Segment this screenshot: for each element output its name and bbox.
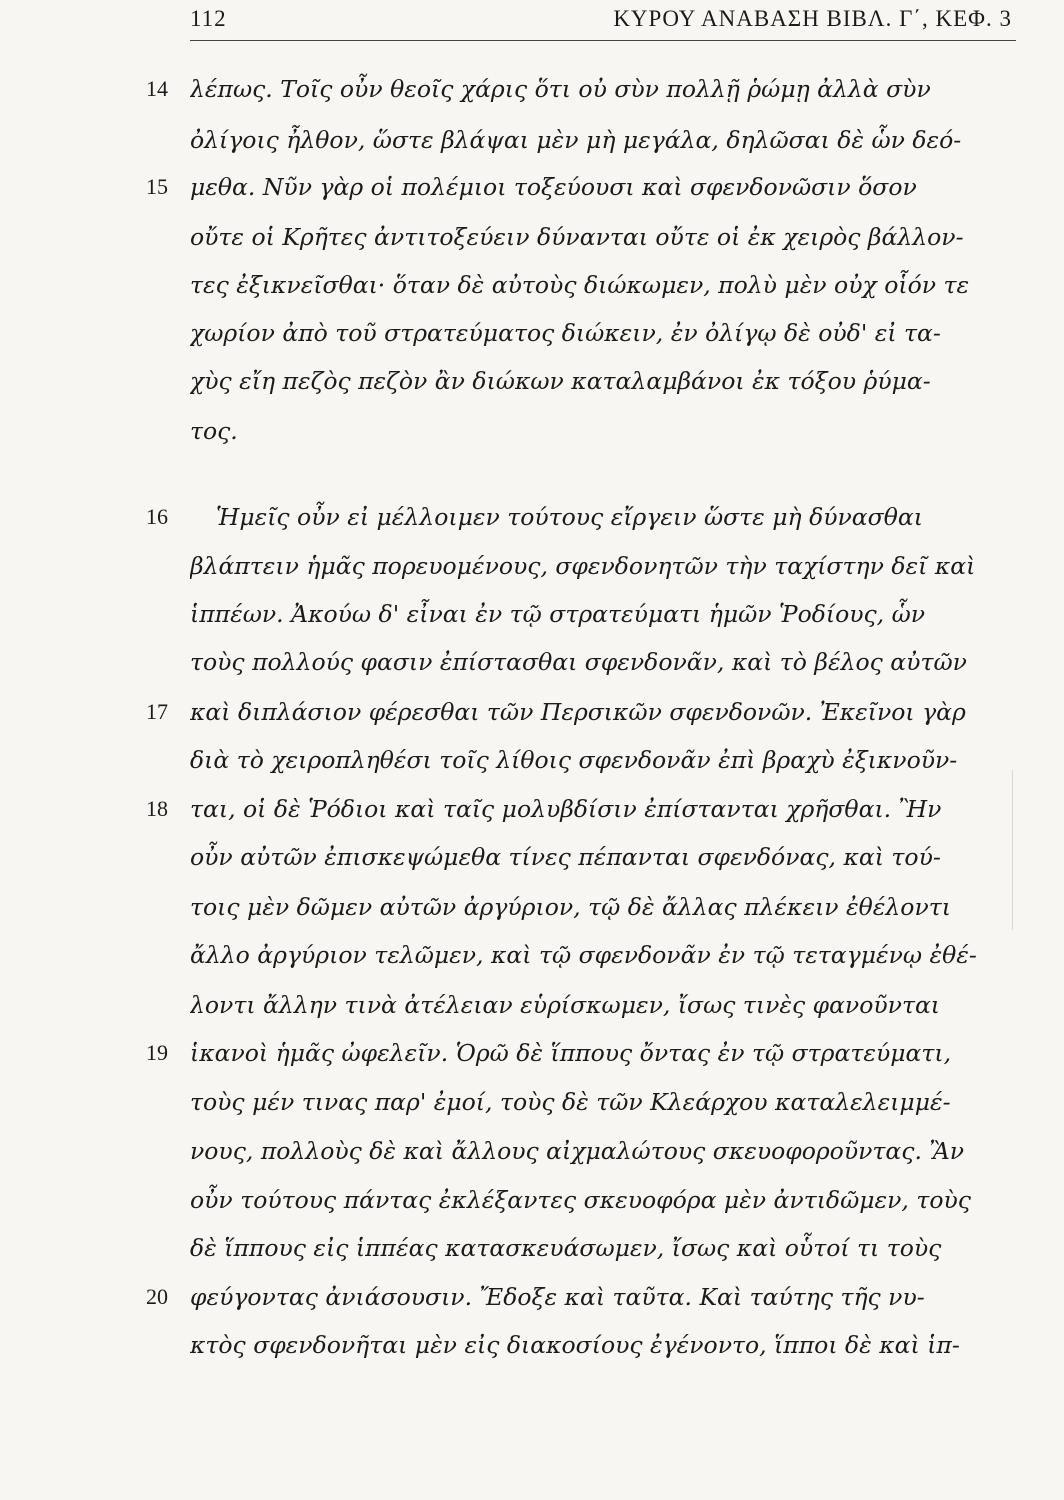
- header-rule: [190, 40, 1016, 41]
- text-line: καὶ διπλάσιον φέρεσθαι τῶν Περσικῶν σφενδονῶν. Ἐκεῖνοι γὰρ: [190, 698, 966, 726]
- section-number: 17: [146, 699, 168, 724]
- section-number: 16: [146, 504, 168, 529]
- text-line: τοις μὲν δῶμεν αὐτῶν ἀργύριον, τῷ δὲ ἄλλας πλέκειν ἐθέλοντι: [190, 893, 951, 921]
- text-line: ὀλίγοις ἦλθον, ὥστε βλάψαι μὲν μὴ μεγάλα, δηλῶσαι δὲ ὧν δεό-: [190, 126, 962, 154]
- text-line: νους, πολλοὺς δὲ καὶ ἄλλους αἰχμαλώτους σκευοφοροῦντας. Ἂν: [190, 1137, 965, 1165]
- text-line: λέπως. Τοῖς οὖν θεοῖς χάρις ὅτι οὐ σὺν πολλῇ ῥώμῃ ἀλλὰ σὺν: [190, 75, 931, 103]
- text-line: ἄλλο ἀργύριον τελῶμεν, καὶ τῷ σφενδονᾶν ἐν τῷ τεταγμένῳ ἐθέ-: [190, 941, 977, 969]
- text-line: χὺς εἴη πεζὸς πεζὸν ἂν διώκων καταλαμβάνοι ἐκ τόξου ῥύμα-: [190, 367, 931, 395]
- text-line: οὔτε οἱ Κρῆτες ἀντιτοξεύειν δύνανται οὔτε οἱ ἐκ χειρὸς βάλλον-: [190, 223, 964, 251]
- paragraph-first-line: Ἡμεῖς οὖν εἰ μέλλοιμεν τούτους εἴργειν ὥστε μὴ δύνασθαι: [216, 503, 923, 531]
- text-line: τοὺς μέν τινας παρ' ἐμοί, τοὺς δὲ τῶν Κλεάρχου καταλελειμμέ-: [190, 1088, 951, 1116]
- section-number: 18: [146, 796, 168, 821]
- text-line: τες ἐξικνεῖσθαι· ὅταν δὲ αὐτοὺς διώκωμεν, πολὺ μὲν οὐχ οἷόν τε: [190, 271, 970, 299]
- text-line: ται, οἱ δὲ Ῥόδιοι καὶ ταῖς μολυβδίσιν ἐπίστανται χρῆσθαι. Ἢν: [190, 795, 942, 823]
- text-line: διὰ τὸ χειροπληθέσι τοῖς λίθοις σφενδονᾶν ἐπὶ βραχὺ ἐξικνοῦν-: [190, 746, 958, 774]
- text-line: τος.: [190, 417, 238, 445]
- page-number: 112: [190, 6, 227, 31]
- text-line: ἱππέων. Ἀκούω δ' εἶναι ἐν τῷ στρατεύματι ἡμῶν Ῥοδίους, ὧν: [190, 600, 926, 628]
- text-line: λοντι ἄλλην τινὰ ἀτέλειαν εὑρίσκωμεν, ἴσως τινὲς φανοῦνται: [190, 991, 941, 1019]
- text-line: οὖν αὐτῶν ἐπισκεψώμεθα τίνες πέπανται σφενδόνας, καὶ τού-: [190, 843, 941, 871]
- text-line: οὖν τούτους πάντας ἐκλέξαντες σκευοφόρα μὲν ἀντιδῶμεν, τοὺς: [190, 1186, 971, 1214]
- text-line: κτὸς σφενδονῆται μὲν εἰς διακοσίους ἐγένοντο, ἵπποι δὲ καὶ ἱπ-: [190, 1331, 960, 1359]
- section-number: 19: [146, 1040, 168, 1065]
- running-title: ΚΥΡΟΥ ΑΝΑΒΑΣΗ ΒΙΒΛ. Γ΄, ΚΕΦ. 3: [613, 6, 1012, 31]
- section-number: 15: [146, 174, 168, 199]
- section-number: 14: [146, 76, 168, 101]
- text-line: χωρίον ἀπὸ τοῦ στρατεύματος διώκειν, ἐν ὀλίγῳ δὲ οὐδ' εἰ τα-: [190, 319, 941, 347]
- text-line: βλάπτειν ἡμᾶς πορευομένους, σφενδονητῶν τὴν ταχίστην δεῖ καὶ: [190, 552, 976, 580]
- text-line: δὲ ἵππους εἰς ἱππέας κατασκευάσωμεν, ἴσως καὶ οὗτοί τι τοὺς: [190, 1234, 942, 1262]
- text-line: φεύγοντας ἀνιάσουσιν. Ἔδοξε καὶ ταῦτα. Καὶ ταύτης τῆς νυ-: [190, 1283, 925, 1311]
- section-number: 20: [146, 1284, 168, 1309]
- text-line: τοὺς πολλούς φασιν ἐπίστασθαι σφενδονᾶν, καὶ τὸ βέλος αὐτῶν: [190, 648, 967, 676]
- text-line: μεθα. Νῦν γὰρ οἱ πολέμιοι τοξεύουσι καὶ σφενδονῶσιν ὅσον: [190, 173, 917, 201]
- page-header: [190, 6, 1012, 40]
- text-line: ἱκανοὶ ἡμᾶς ὠφελεῖν. Ὁρῶ δὲ ἵππους ὄντας ἐν τῷ στρατεύματι,: [190, 1039, 952, 1067]
